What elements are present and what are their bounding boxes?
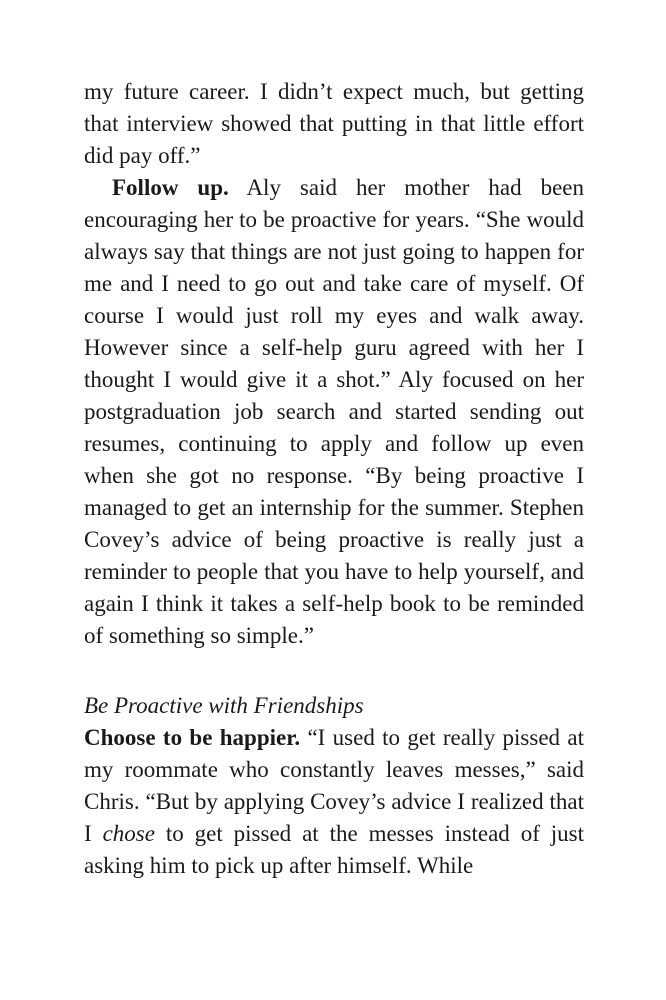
paragraph-follow-up <box>84 172 584 652</box>
paragraph-text: Aly said her mother had been encouraging her to be proactive for years. “She would always say that things are not just going to happen for me and I need to go out and take care of myself. Of course I would just roll my eyes and walk away. However since a self-help guru agreed with her I thought I would give it a shot.” Aly focused on her postgraduation job search and started sending out resumes, continuing to apply and follow up even when she got no response. “By being proactive I managed to get an internship for the summer. Stephen Covey’s advice of being proactive is really just a reminder to people that you have to help yourself, and again I think it takes a self-help book to be reminded of something so simple.” <box>84 175 584 648</box>
paragraph-text: to get pissed at the messes instead of just asking him to pick up after himself. While <box>84 821 584 878</box>
paragraph-text: “I used to get really pissed at my roommate who constantly leaves messes,” said Chris. “But by applying Covey’s advice I realized that I <box>84 725 584 846</box>
paragraph-lead: Choose to be happier. <box>84 725 301 750</box>
paragraph-lead: Follow up. <box>112 175 229 200</box>
paragraph-choose <box>84 722 584 882</box>
section-heading: Be Proactive with Friendships <box>84 693 364 718</box>
paragraph-continued <box>84 76 584 172</box>
book-page <box>84 76 584 882</box>
emphasized-word: chose <box>102 821 155 846</box>
paragraph-text: my future career. I didn’t expect much, but getting that interview showed that putting in that little effort did pay off.” <box>84 79 584 168</box>
